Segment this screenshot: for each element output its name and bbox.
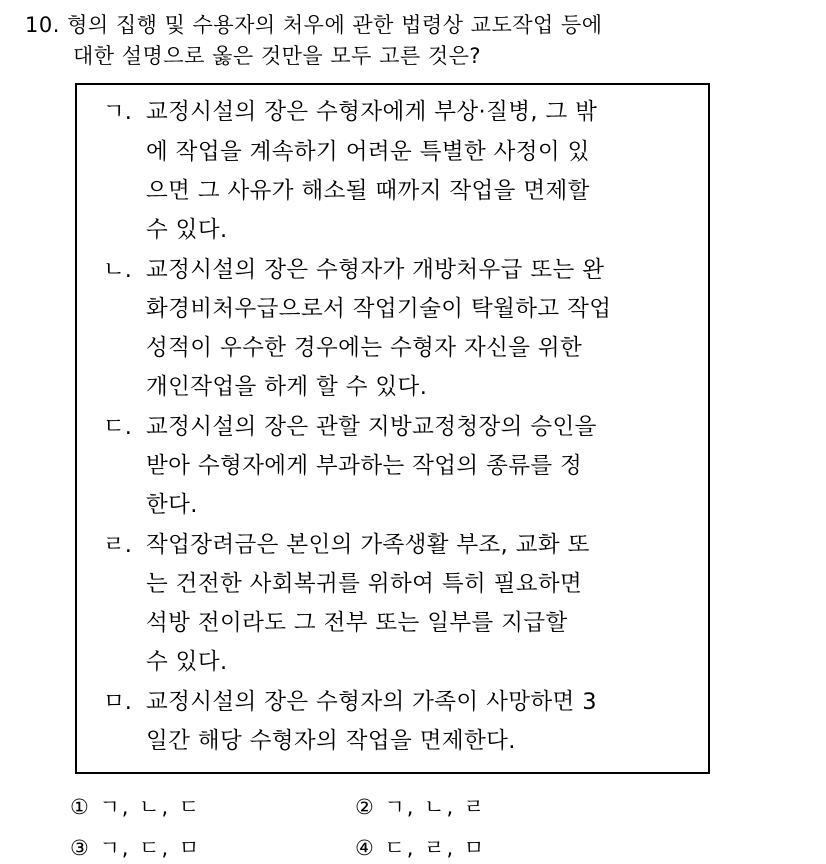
choice-text: ㄱ, ㄷ, ㅁ (99, 836, 202, 860)
statement-marker: ㄹ. (103, 532, 132, 558)
statement-line: 수 있다. (146, 649, 228, 675)
statement-line: 에 작업을 계속하기 어려운 특별한 사정이 있 (146, 139, 590, 165)
choice-1[interactable] (70, 791, 201, 821)
statement-line: 개인작업을 하게 할 수 있다. (146, 374, 428, 400)
statement-line: 일간 해당 수형자의 작업을 면제한다. (146, 728, 516, 754)
choice-text: ㄱ, ㄴ, ㄷ (99, 795, 202, 819)
statement-line: 교정시설의 장은 관할 지방교정청장의 승인을 (146, 414, 597, 440)
statement-line: 으면 그 사유가 해소될 때까지 작업을 면제할 (146, 178, 590, 204)
choice-number: ④ (355, 836, 376, 860)
statement-line: 한다. (146, 492, 198, 518)
statement-marker: ㅁ. (103, 689, 132, 715)
statement-line: 교정시설의 장은 수형자에게 부상·질병, 그 밖 (146, 99, 598, 125)
statement-line: 석방 전이라도 그 전부 또는 일부를 지급할 (146, 610, 568, 636)
choice-number: ③ (70, 836, 91, 860)
statement-line: 교정시설의 장은 수형자가 개방처우급 또는 완 (146, 257, 605, 283)
statement-line: 는 건전한 사회복귀를 위하여 특히 필요하면 (146, 571, 583, 597)
choice-text: ㄷ, ㄹ, ㅁ (384, 836, 487, 860)
statement-marker: ㄷ. (103, 414, 132, 440)
statement-marker: ㄴ. (103, 257, 132, 283)
choice-number: ② (355, 795, 376, 819)
question-line-2: 대한 설명으로 옳은 것만을 모두 고른 것은? (73, 44, 482, 68)
statement-line: 수 있다. (146, 217, 228, 243)
choice-3[interactable] (70, 832, 201, 862)
question-text-1: 형의 집행 및 수용자의 처우에 관한 법령상 교도작업 등에 (67, 13, 603, 37)
statement-line: 교정시설의 장은 수형자의 가족이 사망하면 3 (146, 689, 597, 715)
question-number: 10. (25, 13, 60, 37)
statement-line: 화경비처우급으로서 작업기술이 탁월하고 작업 (146, 296, 612, 322)
choice-2[interactable] (355, 791, 486, 821)
statement-line: 받아 수형자에게 부과하는 작업의 종류를 정 (146, 453, 583, 479)
choice-text: ㄱ, ㄴ, ㄹ (384, 795, 487, 819)
question-line-1 (25, 9, 603, 39)
choice-number: ① (70, 795, 91, 819)
statement-line: 작업장려금은 본인의 가족생활 부조, 교화 또 (146, 532, 590, 558)
choice-4[interactable] (355, 832, 486, 862)
statement-marker: ㄱ. (103, 99, 132, 125)
statement-line: 성적이 우수한 경우에는 수형자 자신을 위한 (146, 335, 583, 361)
